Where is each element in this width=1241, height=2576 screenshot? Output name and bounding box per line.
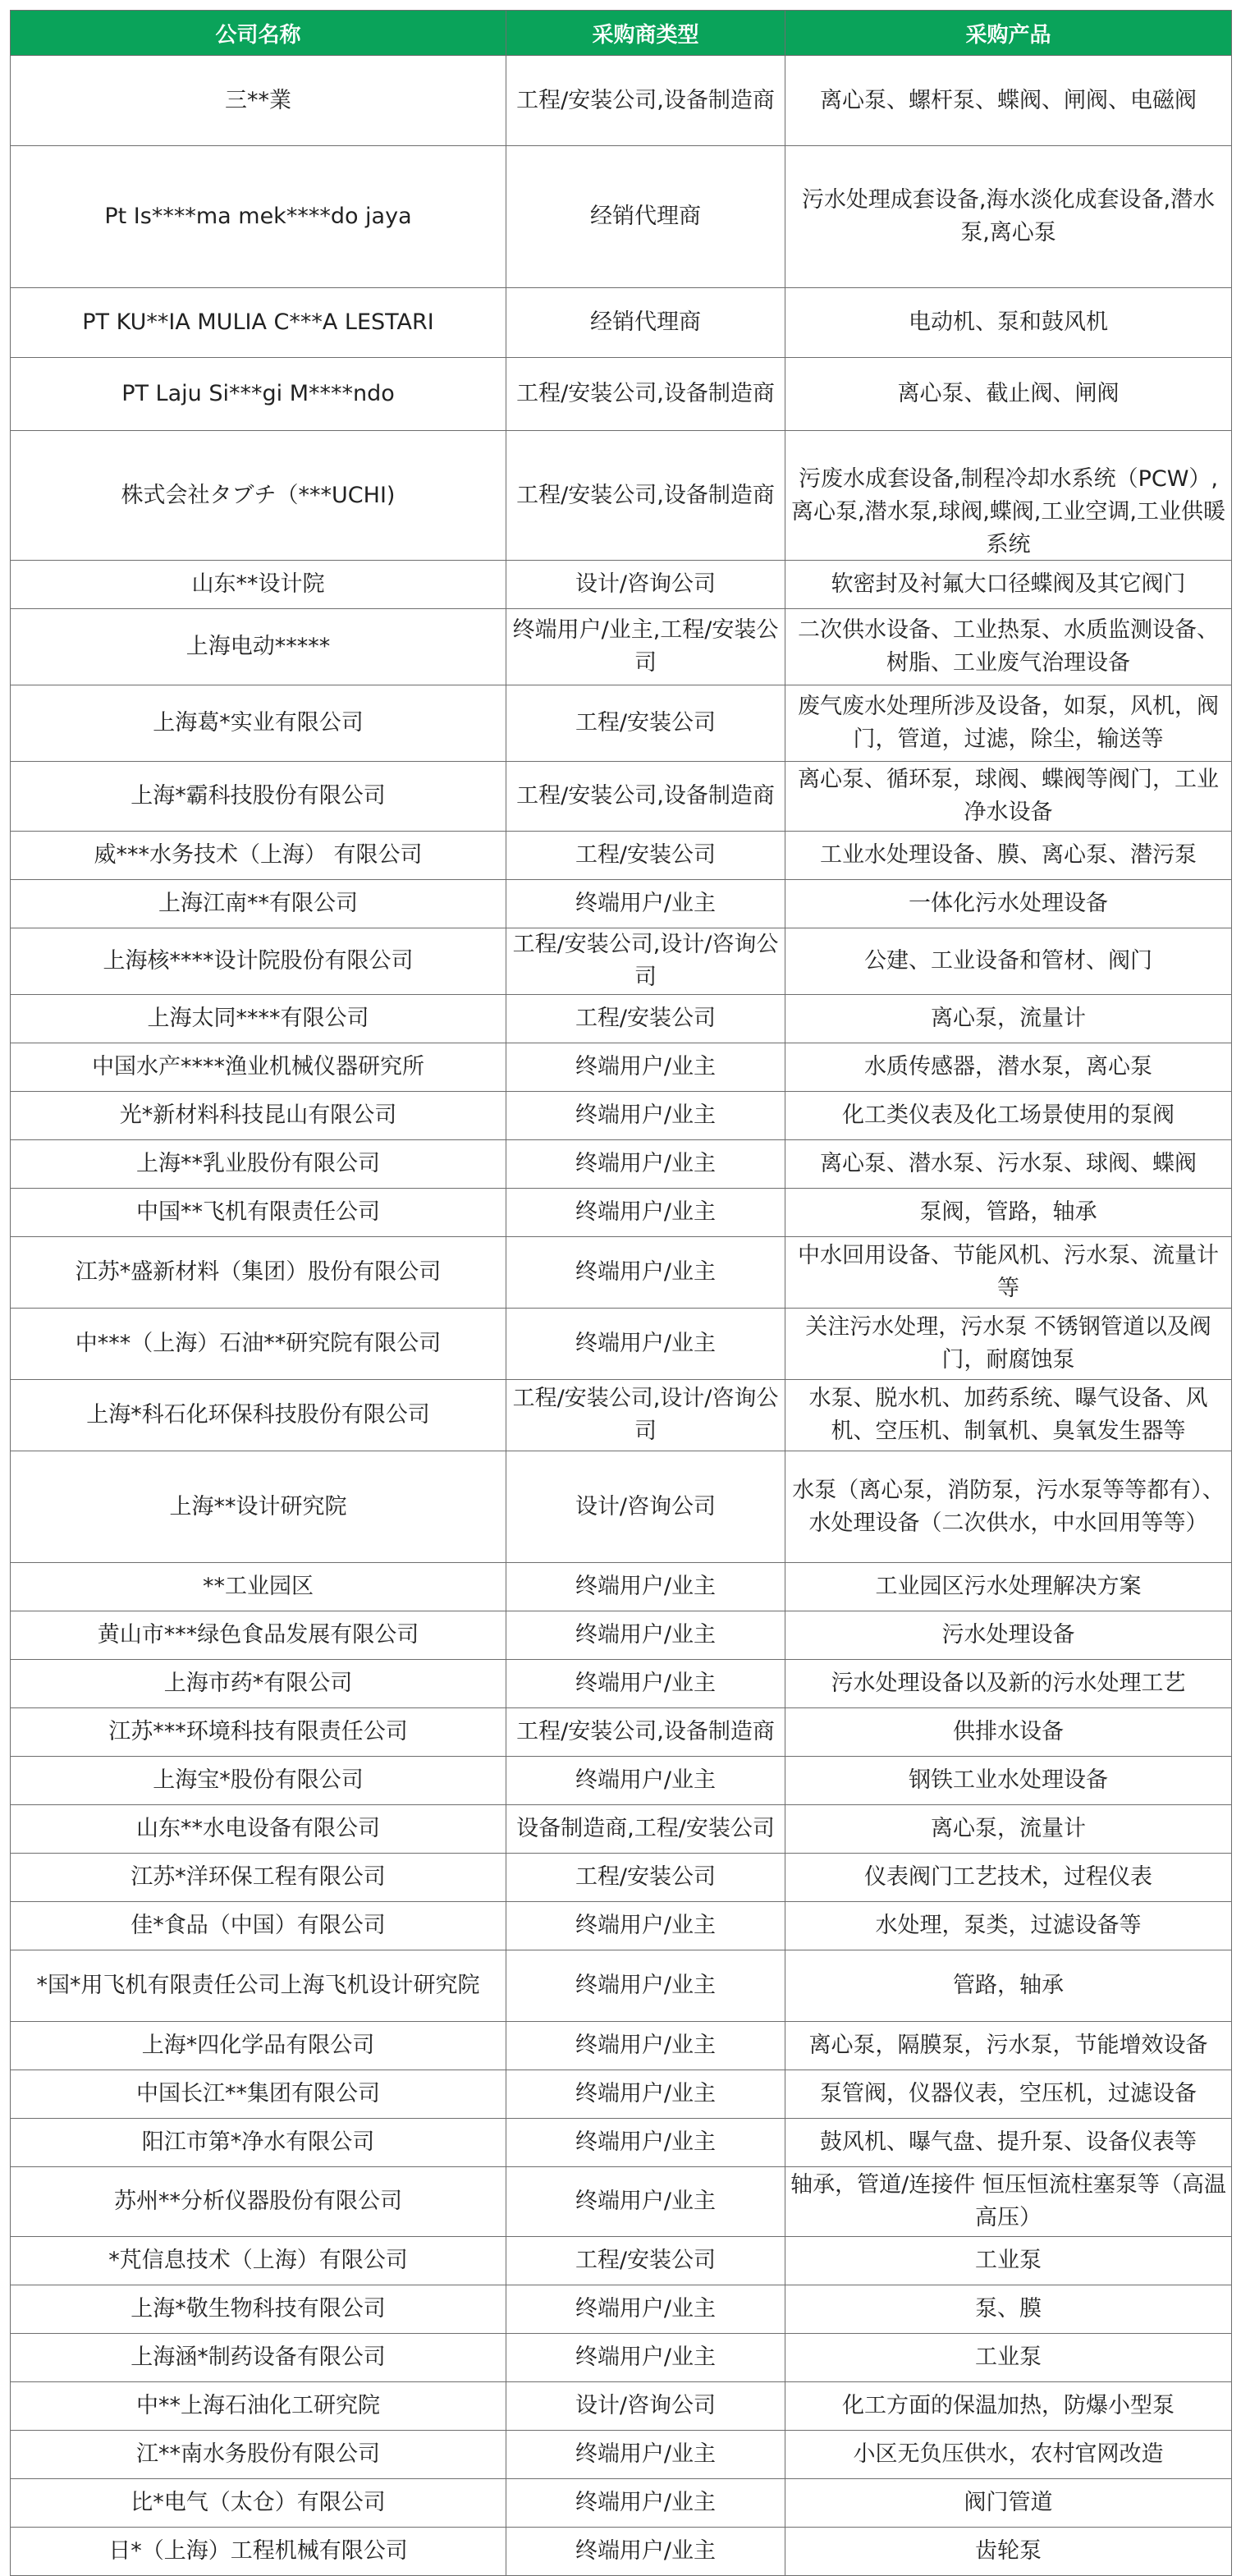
cell-text: 终端用户/业主	[575, 2296, 717, 2322]
table-row	[11, 1950, 1232, 2022]
table-row	[11, 1611, 1232, 1660]
cell-product	[785, 146, 1232, 288]
cell-text: 上海太同****有限公司	[147, 1006, 369, 1031]
cell-text: 废气废水处理所涉及设备，如泵，风机，阀门，管道，过滤，除尘，输送等	[798, 694, 1219, 752]
table-row	[11, 431, 1232, 561]
cell-product	[785, 2382, 1232, 2431]
cell-text: 阳江市第*净水有限公司	[141, 2129, 375, 2155]
cell-text: 工程/安装公司,设备制造商	[516, 87, 775, 113]
table-row	[11, 1660, 1232, 1708]
cell-text: 上海市药*有限公司	[163, 1671, 353, 1696]
cell-text: 江**南水务股份有限公司	[136, 2441, 380, 2467]
cell-text: 威***水务技术（上海） 有限公司	[94, 842, 423, 868]
cell-buyer-type	[506, 685, 785, 762]
cell-text: *国*用飞机有限责任公司上海飞机设计研究院	[36, 1973, 480, 1998]
cell-company	[11, 561, 506, 609]
cell-text: 水泵（离心泵，消防泵，污水泵等等都有）、水处理设备（二次供水，中水回用等等）	[792, 1477, 1225, 1536]
cell-company	[11, 1950, 506, 2022]
cell-text: 山东**水电设备有限公司	[136, 1816, 380, 1841]
cell-company	[11, 1092, 506, 1140]
table-row	[11, 1757, 1232, 1805]
cell-text: 中国水产****渔业机械仪器研究所	[92, 1054, 424, 1079]
cell-buyer-type	[506, 2431, 785, 2479]
cell-buyer-type	[506, 56, 785, 146]
cell-buyer-type	[506, 609, 785, 685]
cell-buyer-type	[506, 288, 785, 358]
table-row	[11, 2237, 1232, 2285]
cell-text: 工程/安装公司,设备制造商	[516, 381, 775, 406]
table-row	[11, 1140, 1232, 1189]
table-row	[11, 2022, 1232, 2070]
cell-product	[785, 928, 1232, 995]
cell-product	[785, 1237, 1232, 1309]
cell-text: 仪表阀门工艺技术，过程仪表	[864, 1864, 1152, 1890]
cell-text: 终端用户/业主	[575, 1671, 717, 1696]
cell-buyer-type	[506, 1757, 785, 1805]
cell-company	[11, 685, 506, 762]
cell-company	[11, 2528, 506, 2576]
cell-company	[11, 146, 506, 288]
cell-text: 经销代理商	[590, 204, 701, 229]
cell-text: 经销代理商	[590, 309, 701, 335]
cell-buyer-type	[506, 2237, 785, 2285]
cell-product	[785, 1451, 1232, 1563]
cell-product	[785, 1043, 1232, 1092]
cell-text: 水处理，泵类，过滤设备等	[875, 1913, 1142, 1938]
cell-text: Pt Is****ma mek****do jaya	[104, 204, 412, 229]
cell-text: 江苏*盛新材料（集团）股份有限公司	[75, 1259, 442, 1285]
cell-buyer-type	[506, 1380, 785, 1451]
cell-company	[11, 995, 506, 1043]
cell-text: 终端用户/业主	[575, 1767, 717, 1793]
cell-buyer-type	[506, 2334, 785, 2382]
cell-text: 终端用户/业主	[575, 1054, 717, 1079]
cell-company	[11, 431, 506, 561]
table-row	[11, 1805, 1232, 1854]
cell-text: 齿轮泵	[975, 2538, 1042, 2564]
cell-text: 管路，轴承	[953, 1973, 1064, 1998]
cell-buyer-type	[506, 1563, 785, 1611]
cell-text: 终端用户/业主	[575, 891, 717, 916]
table-row	[11, 880, 1232, 928]
cell-product	[785, 2285, 1232, 2334]
cell-text: PT Laju Si***gi M****ndo	[121, 381, 395, 406]
cell-text: 离心泵，流量计	[931, 1816, 1086, 1841]
cell-text: 工程/安装公司,设计/咨询公司	[512, 1386, 779, 1444]
cell-product	[785, 1309, 1232, 1380]
table-row	[11, 2285, 1232, 2334]
cell-buyer-type	[506, 2167, 785, 2237]
table-body	[11, 56, 1232, 2576]
cell-text: 黄山市***绿色食品发展有限公司	[97, 1622, 419, 1648]
cell-product	[785, 358, 1232, 431]
cell-company	[11, 1611, 506, 1660]
cell-text: 终端用户/业主	[575, 1151, 717, 1176]
cell-text: 离心泵，隔膜泵，污水泵，节能增效设备	[808, 2033, 1208, 2058]
cell-text: 供排水设备	[953, 1719, 1064, 1744]
cell-text: 污水处理设备	[941, 1622, 1075, 1648]
table-row	[11, 288, 1232, 358]
cell-product	[785, 2479, 1232, 2528]
table-row	[11, 2479, 1232, 2528]
cell-buyer-type	[506, 1451, 785, 1563]
cell-text: 软密封及衬氟大口径蝶阀及其它阀门	[831, 571, 1186, 597]
cell-text: 工程/安装公司	[575, 842, 717, 868]
cell-buyer-type	[506, 1805, 785, 1854]
header-row	[11, 11, 1232, 56]
table-row	[11, 2431, 1232, 2479]
cell-text: *芃信息技术（上海）有限公司	[108, 2248, 408, 2273]
cell-text: 关注污水处理，污水泵 不锈钢管道以及阀门，耐腐蚀泵	[805, 1314, 1211, 1373]
cell-text: 鼓风机、曝气盘、提升泵、设备仪表等	[820, 2129, 1197, 2155]
cell-company	[11, 2479, 506, 2528]
cell-buyer-type	[506, 431, 785, 561]
cell-company	[11, 609, 506, 685]
cell-buyer-type	[506, 1950, 785, 2022]
cell-text: 污水处理成套设备,海水淡化成套设备,潜水泵,离心泵	[801, 187, 1216, 245]
cell-buyer-type	[506, 1043, 785, 1092]
cell-product	[785, 995, 1232, 1043]
cell-product	[785, 2334, 1232, 2382]
cell-text: 工程/安装公司,设备制造商	[516, 482, 775, 508]
cell-text: 中国长江**集团有限公司	[136, 2081, 380, 2106]
cell-text: 上海江南**有限公司	[158, 891, 358, 916]
cell-text: 上海电动*****	[185, 634, 331, 659]
cell-product	[785, 2431, 1232, 2479]
cell-product	[785, 1140, 1232, 1189]
cell-text: 中***（上海）石油**研究院有限公司	[75, 1331, 442, 1356]
cell-text: 工程/安装公司,设计/咨询公司	[512, 932, 779, 990]
cell-text: **工业园区	[203, 1574, 314, 1599]
cell-text: 苏州**分析仪器股份有限公司	[114, 2189, 402, 2214]
cell-text: 工程/安装公司	[575, 710, 717, 736]
cell-company	[11, 358, 506, 431]
cell-text: 株式会社タブチ（***UCHI)	[121, 482, 396, 508]
cell-buyer-type	[506, 1660, 785, 1708]
cell-company	[11, 2070, 506, 2119]
cell-product	[785, 1854, 1232, 1902]
table-row	[11, 2119, 1232, 2167]
table-row	[11, 928, 1232, 995]
cell-text: 终端用户/业主	[575, 1102, 717, 1128]
cell-text: 工业泵	[975, 2345, 1042, 2370]
cell-text: 工程/安装公司,设备制造商	[516, 783, 775, 809]
cell-text: 山东**设计院	[191, 571, 325, 597]
cell-company	[11, 762, 506, 832]
cell-company	[11, 1805, 506, 1854]
cell-text: 终端用户/业主	[575, 2033, 717, 2058]
cell-company	[11, 1140, 506, 1189]
cell-text: 泵管阀，仪器仪表，空压机，过滤设备	[820, 2081, 1197, 2106]
table-row	[11, 146, 1232, 288]
cell-company	[11, 1309, 506, 1380]
cell-buyer-type	[506, 146, 785, 288]
cell-text: 水泵、脱水机、加药系统、曝气设备、风机、空压机、制氧机、臭氧发生器等	[808, 1386, 1208, 1444]
cell-company	[11, 1757, 506, 1805]
cell-text: PT KU**IA MULIA C***A LESTARI	[82, 309, 434, 335]
cell-company	[11, 2237, 506, 2285]
table-row	[11, 2167, 1232, 2237]
cell-text: 工程/安装公司,设备制造商	[516, 1719, 775, 1744]
cell-text: 佳*食品（中国）有限公司	[131, 1913, 386, 1938]
cell-product	[785, 561, 1232, 609]
cell-text: 设计/咨询公司	[575, 1493, 717, 1519]
cell-text: 三**業	[225, 87, 291, 113]
cell-text: 化工方面的保温加热，防爆小型泵	[842, 2393, 1175, 2418]
cell-product	[785, 2070, 1232, 2119]
cell-buyer-type	[506, 2070, 785, 2119]
cell-text: 小区无负压供水，农村官网改造	[853, 2441, 1164, 2467]
purchaser-table	[10, 10, 1232, 2576]
cell-product	[785, 1092, 1232, 1140]
cell-company	[11, 2334, 506, 2382]
table-row	[11, 56, 1232, 146]
table-row	[11, 2070, 1232, 2119]
cell-buyer-type	[506, 995, 785, 1043]
cell-company	[11, 1563, 506, 1611]
cell-product	[785, 56, 1232, 146]
cell-buyer-type	[506, 1092, 785, 1140]
table-row	[11, 1854, 1232, 1902]
cell-text: 终端用户/业主	[575, 1331, 717, 1356]
cell-product	[785, 288, 1232, 358]
cell-product	[785, 880, 1232, 928]
cell-text: 终端用户/业主	[575, 1913, 717, 1938]
cell-text: 工程/安装公司	[575, 1006, 717, 1031]
cell-company	[11, 56, 506, 146]
header-buyer-type: 采购商类型	[506, 11, 785, 56]
cell-company	[11, 1189, 506, 1237]
cell-company	[11, 1708, 506, 1757]
cell-buyer-type	[506, 1237, 785, 1309]
cell-product	[785, 431, 1232, 561]
table-row	[11, 1237, 1232, 1309]
cell-text: 离心泵、螺杆泵、蝶阀、闸阀、电磁阀	[820, 87, 1197, 113]
cell-text: 泵阀，管路，轴承	[919, 1199, 1097, 1225]
cell-product	[785, 1563, 1232, 1611]
cell-text: 终端用户/业主,工程/安装公司	[512, 617, 779, 676]
cell-text: 比*电气（太仓）有限公司	[131, 2490, 386, 2515]
cell-text: 上海涵*制药设备有限公司	[131, 2345, 386, 2370]
cell-buyer-type	[506, 2022, 785, 2070]
table-row	[11, 1189, 1232, 1237]
cell-buyer-type	[506, 762, 785, 832]
cell-text: 设计/咨询公司	[575, 571, 717, 597]
cell-text: 电动机、泵和鼓风机	[909, 309, 1108, 335]
cell-product	[785, 1708, 1232, 1757]
cell-buyer-type	[506, 1708, 785, 1757]
cell-company	[11, 928, 506, 995]
header-product: 采购产品	[785, 11, 1232, 56]
table-row	[11, 2334, 1232, 2382]
cell-product	[785, 2237, 1232, 2285]
table-row	[11, 995, 1232, 1043]
cell-product	[785, 1380, 1232, 1451]
cell-company	[11, 2285, 506, 2334]
cell-text: 上海宝*股份有限公司	[153, 1767, 364, 1793]
cell-text: 终端用户/业主	[575, 2490, 717, 2515]
cell-company	[11, 2119, 506, 2167]
cell-buyer-type	[506, 1189, 785, 1237]
table-row	[11, 1708, 1232, 1757]
cell-buyer-type	[506, 2119, 785, 2167]
cell-company	[11, 1043, 506, 1092]
cell-text: 终端用户/业主	[575, 1199, 717, 1225]
table-row	[11, 1451, 1232, 1563]
cell-text: 离心泵、截止阀、闸阀	[897, 381, 1120, 406]
cell-text: 终端用户/业主	[575, 1259, 717, 1285]
cell-text: 中**上海石油化工研究院	[136, 2393, 380, 2418]
cell-text: 离心泵，流量计	[931, 1006, 1086, 1031]
cell-text: 工业水处理设备、膜、离心泵、潜污泵	[820, 842, 1197, 868]
cell-product	[785, 1902, 1232, 1950]
table-row	[11, 561, 1232, 609]
cell-company	[11, 1902, 506, 1950]
cell-product	[785, 1757, 1232, 1805]
cell-company	[11, 1660, 506, 1708]
cell-text: 上海**设计研究院	[169, 1493, 347, 1519]
cell-text: 化工类仪表及化工场景使用的泵阀	[842, 1102, 1175, 1128]
cell-buyer-type	[506, 1902, 785, 1950]
cell-product	[785, 1950, 1232, 2022]
table-row	[11, 1380, 1232, 1451]
table-row	[11, 1563, 1232, 1611]
cell-text: 污水处理设备以及新的污水处理工艺	[831, 1671, 1186, 1696]
cell-product	[785, 2528, 1232, 2576]
cell-text: 工业泵	[975, 2248, 1042, 2273]
cell-buyer-type	[506, 1854, 785, 1902]
cell-company	[11, 2431, 506, 2479]
cell-company	[11, 2382, 506, 2431]
cell-product	[785, 685, 1232, 762]
cell-text: 上海*科石化环保科技股份有限公司	[86, 1402, 430, 1428]
table-row	[11, 832, 1232, 880]
cell-text: 终端用户/业主	[575, 2441, 717, 2467]
cell-text: 终端用户/业主	[575, 1622, 717, 1648]
cell-text: 上海*四化学品有限公司	[141, 2033, 375, 2058]
cell-text: 光*新材料科技昆山有限公司	[119, 1102, 397, 1128]
cell-product	[785, 2167, 1232, 2237]
table-row	[11, 2528, 1232, 2576]
cell-product	[785, 1189, 1232, 1237]
cell-text: 公建、工业设备和管材、阀门	[864, 948, 1152, 974]
cell-text: 上海**乳业股份有限公司	[136, 1151, 380, 1176]
cell-text: 离心泵、循环泵，球阀、蝶阀等阀门，工业净水设备	[798, 767, 1219, 825]
cell-text: 江苏***环境科技有限责任公司	[108, 1719, 408, 1744]
table-row	[11, 1043, 1232, 1092]
cell-buyer-type	[506, 2528, 785, 2576]
cell-text: 终端用户/业主	[575, 2345, 717, 2370]
cell-text: 工程/安装公司	[575, 1864, 717, 1890]
cell-product	[785, 1660, 1232, 1708]
cell-text: 工程/安装公司	[575, 2248, 717, 2273]
cell-text: 终端用户/业主	[575, 2189, 717, 2214]
table-row	[11, 358, 1232, 431]
table-header	[11, 11, 1232, 56]
table-row	[11, 762, 1232, 832]
cell-company	[11, 2022, 506, 2070]
cell-company	[11, 1237, 506, 1309]
cell-text: 设备制造商,工程/安装公司	[516, 1816, 775, 1841]
cell-text: 终端用户/业主	[575, 1973, 717, 1998]
cell-text: 终端用户/业主	[575, 2081, 717, 2106]
cell-text: 钢铁工业水处理设备	[909, 1767, 1108, 1793]
cell-text: 中水回用设备、节能风机、污水泵、流量计等	[798, 1243, 1219, 1301]
table-row	[11, 1092, 1232, 1140]
cell-text: 设计/咨询公司	[575, 2393, 717, 2418]
cell-buyer-type	[506, 1611, 785, 1660]
table-row	[11, 685, 1232, 762]
cell-buyer-type	[506, 832, 785, 880]
cell-company	[11, 288, 506, 358]
cell-text: 一体化污水处理设备	[909, 891, 1108, 916]
cell-text: 上海葛*实业有限公司	[153, 710, 364, 736]
cell-product	[785, 832, 1232, 880]
cell-buyer-type	[506, 880, 785, 928]
cell-product	[785, 2119, 1232, 2167]
cell-company	[11, 1854, 506, 1902]
cell-product	[785, 609, 1232, 685]
table-row	[11, 1309, 1232, 1380]
cell-company	[11, 880, 506, 928]
cell-text: 江苏*洋环保工程有限公司	[131, 1864, 386, 1890]
cell-text: 上海*霸科技股份有限公司	[131, 783, 386, 809]
cell-text: 污废水成套设备,制程冷却水系统（PCW）,离心泵,潜水泵,球阀,蝶阀,工业空调,工业供暖系统	[791, 465, 1225, 557]
cell-buyer-type	[506, 561, 785, 609]
cell-company	[11, 832, 506, 880]
cell-text: 泵、膜	[975, 2296, 1042, 2322]
cell-company	[11, 1451, 506, 1563]
cell-product	[785, 1611, 1232, 1660]
cell-text: 水质传感器，潜水泵，离心泵	[864, 1054, 1152, 1079]
cell-text: 工业园区污水处理解决方案	[875, 1574, 1142, 1599]
cell-buyer-type	[506, 2285, 785, 2334]
table-row	[11, 1902, 1232, 1950]
cell-text: 二次供水设备、工业热泵、水质监测设备、树脂、工业废气治理设备	[798, 617, 1219, 676]
cell-text: 终端用户/业主	[575, 2129, 717, 2155]
cell-text: 终端用户/业主	[575, 1574, 717, 1599]
header-company: 公司名称	[11, 11, 506, 56]
cell-buyer-type	[506, 2382, 785, 2431]
cell-buyer-type	[506, 928, 785, 995]
table-row	[11, 609, 1232, 685]
cell-company	[11, 1380, 506, 1451]
cell-text: 中国**飞机有限责任公司	[136, 1199, 380, 1225]
cell-buyer-type	[506, 2479, 785, 2528]
cell-text: 日*（上海）工程机械有限公司	[108, 2538, 408, 2564]
cell-text: 阀门管道	[964, 2490, 1053, 2515]
cell-product	[785, 2022, 1232, 2070]
cell-text: 轴承，管道/连接件 恒压恒流柱塞泵等（高温高压）	[790, 2172, 1226, 2230]
cell-text: 离心泵、潜水泵、污水泵、球阀、蝶阀	[820, 1151, 1197, 1176]
cell-product	[785, 762, 1232, 832]
cell-product	[785, 1805, 1232, 1854]
cell-buyer-type	[506, 358, 785, 431]
cell-text: 上海*敬生物科技有限公司	[131, 2296, 386, 2322]
cell-buyer-type	[506, 1309, 785, 1380]
cell-company	[11, 2167, 506, 2237]
table-row	[11, 2382, 1232, 2431]
cell-buyer-type	[506, 1140, 785, 1189]
cell-text: 终端用户/业主	[575, 2538, 717, 2564]
cell-text: 上海核****设计院股份有限公司	[103, 948, 414, 974]
